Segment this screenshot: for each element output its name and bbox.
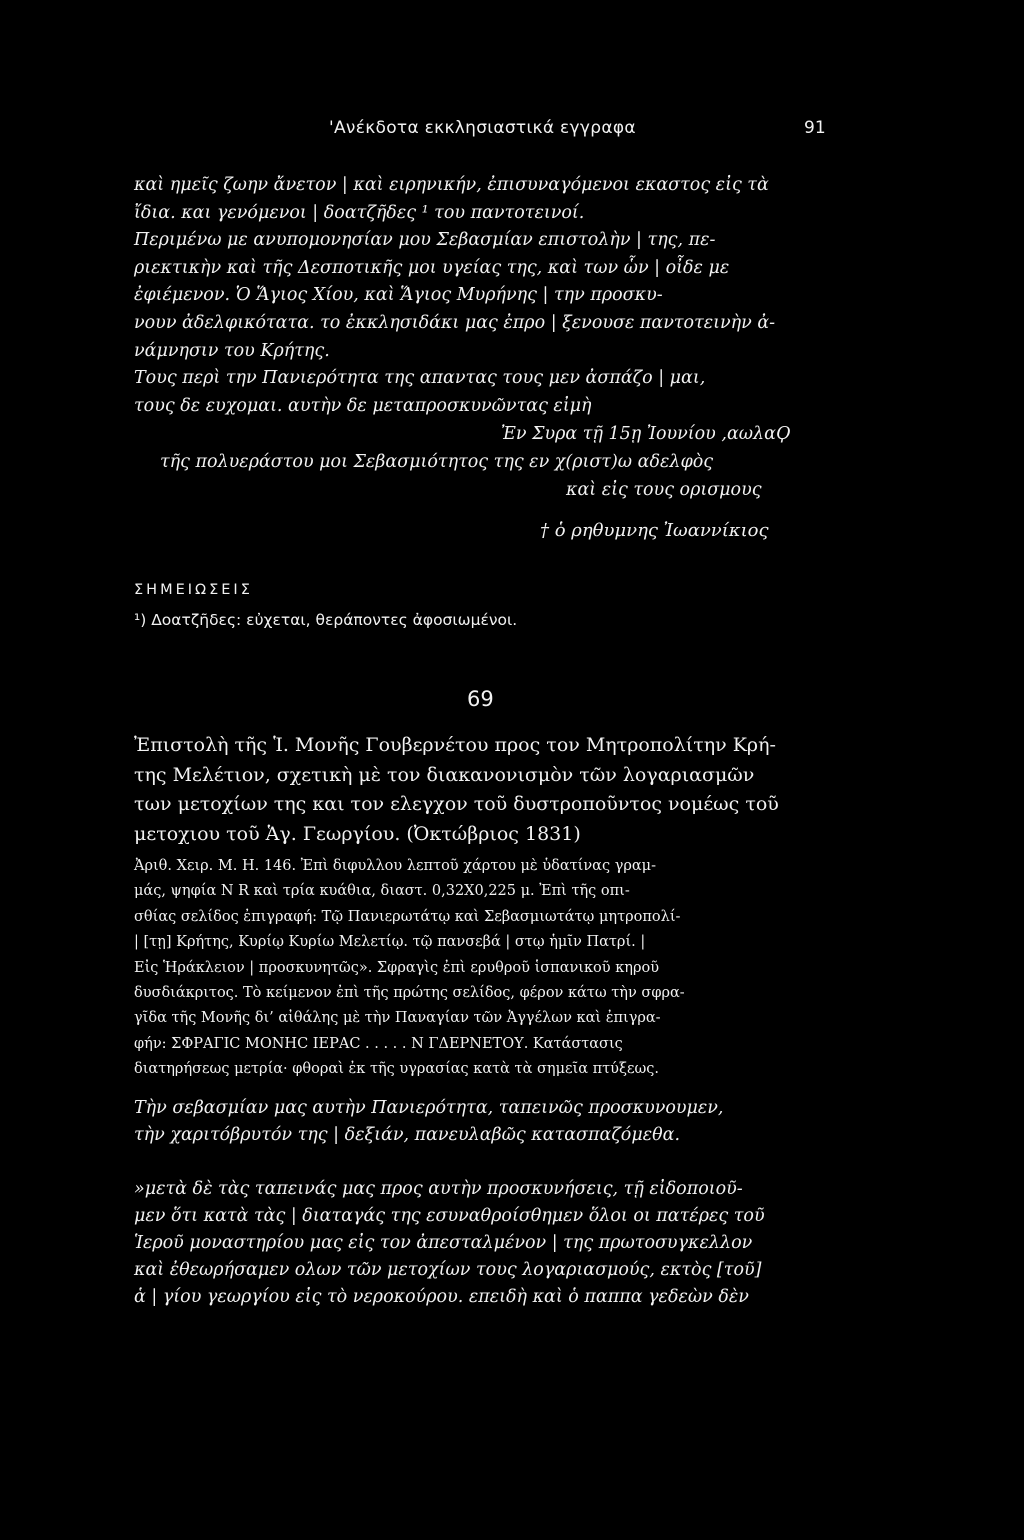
description-line: φήν: ΣΦΡΑΓΙC ΜΟΝΗC ΙΕΡΑC . . . . . Ν ΓΔΕΡΝΕΤΟΥ. Κατάστασις: [134, 1035, 623, 1052]
document-description: [134, 854, 685, 1083]
description-line: Ἀριθ. Χειρ. Μ. Η. 146. Ἐπὶ διφυλλου λεπτοῦ χάρτου μὲ ὑδατίνας γραμ-: [134, 858, 657, 874]
document-text-line: τὴν χαριτόβρυτόν της | δεξιάν, πανευλαβῶς κατασπαζόμεθα.: [134, 1125, 681, 1145]
description-line: σθίας σελίδος ἐπιγραφή: Τῷ Πανιερωτάτῳ καὶ Σεβασμιωτάτῳ μητροπολί-: [134, 908, 681, 925]
document-title-line: μετοχιου τοῦ Ἁγ. Γεωργίου. (Ὀκτώβριος 1831): [134, 822, 581, 845]
description-line: γῖδα τῆς Μονῆς δι’ αἰθάλης μὲ τὴν Παναγίαν τῶν Ἀγγέλων καὶ ἐπιγρα-: [134, 1010, 661, 1027]
document-text-line: »μετὰ δὲ τὰς ταπεινάς μας προς αυτὴν προσκυνήσεις, τῇ εἰδοποιοῦ-: [134, 1179, 743, 1199]
document-text-line: καὶ ἐθεωρήσαμεν ολων τῶν μετοχίων τους λογαριασμούς, εκτὸς [τοῦ]: [134, 1260, 762, 1280]
letter-line: τους δε ευχομαι. αυτὴν δε μεταπροσκυνῶντας εἰμὴ: [134, 395, 592, 416]
document-text-line: Ἱεροῦ μοναστηρίου μας εἰς τον ἀπεσταλμένον | της πρωτοσυγκελλον: [134, 1233, 753, 1253]
letter-signature: † ὁ ρηθυμνης Ἰωαννίκιος: [540, 520, 769, 541]
letter-text: [134, 172, 824, 420]
description-line: | [τῃ] Κρήτης, Κυρίῳ Κυρίω Μελετίῳ. τῷ πανσεβά | στῳ ἡμῖν Πατρί. |: [134, 934, 646, 951]
letter-line: νάμνησιν του Κρήτης.: [134, 340, 330, 361]
letter-line: ἐφιέμενον. Ὁ Ἅγιος Χίου, καὶ Ἅγιος Μυρήνης | την προσκυ-: [134, 285, 663, 306]
description-line: Εἰς Ἡράκλειον | προσκυνητῶς». Σφραγὶς ἐπὶ ερυθροῦ ἱσπανικοῦ κηροῦ: [134, 959, 660, 976]
description-line: δυσδιάκριτος. Τὸ κείμενον ἐπὶ τῆς πρώτης σελίδος, φέρον κάτω τὴν σφρα-: [134, 984, 685, 1001]
notes-heading: ΣΗΜΕΙΩΣΕΙΣ: [134, 582, 253, 598]
footnote: ¹) Δοατζῆδες: εὐχεται, θεράποντες ἀφοσιωμένοι.: [134, 611, 518, 629]
letter-line: καὶ ημεῖς ζωην ἄνετον | καὶ ειρηνικήν, ἐπισυναγόμενοι εκαστος εἰς τὰ: [134, 175, 769, 195]
document-title-line: των μετοχίων της και τον ελεγχον τοῦ δυστροποῦντος νομέως τοῦ: [134, 793, 779, 815]
document-text-line: [134, 1149, 765, 1176]
document-title-line: της Μελέτιον, σχετικὴ μὲ τον διακανονισμὸν τῶν λογαριασμῶν: [134, 763, 755, 786]
document-text-line: ἁ | γίου γεωργίου εἰς τὸ νεροκούρου. επειδὴ καὶ ὁ παππα γεδεὼν δὲν: [134, 1287, 749, 1307]
document-text-line: μεν ὅτι κατὰ τὰς | διαταγάς της εσυναθροίσθημεν ὅλοι οι πατέρες τοῦ: [134, 1206, 765, 1226]
document-title: [134, 731, 779, 849]
letter-line: τῆς πολυεράστου μοι Σεβασμιότητος της εν χ(ριστ)ω αδελφὸς: [160, 452, 714, 472]
letter-line: Τους περὶ την Πανιερότητα της απαντας τους μεν ἀσπάζο | μαι,: [134, 368, 706, 389]
letter-line: ἴδια. και γενόμενοι | δοατζῆδες ¹ του παντοτεινοί.: [134, 202, 585, 223]
description-line: μάς, ψηφία N R καὶ τρία κυάθια, διαστ. 0,32X0,225 μ. Ἐπὶ τῆς οπι-: [134, 883, 630, 900]
letter-line: Περιμένω με ανυπομονησίαν μου Σεβασμίαν επιστολὴν | της, πε-: [134, 230, 716, 251]
letter-closing: καὶ εἰς τους ορισμους: [566, 480, 762, 500]
letter-date-line: Ἐν Συρα τῇ 15ῃ Ἰουνίου ,αωλαϘ: [501, 424, 791, 444]
document-text: [134, 1095, 765, 1311]
description-line: διατηρήσεως μετρία· φθοραὶ ἐκ τῆς υγρασίας κατὰ τὰ σημεῖα πτύξεως.: [134, 1061, 660, 1078]
page-number: 91: [804, 118, 826, 138]
letter-line: νουν ἀδελφικότατα. το ἐκκλησιδάκι μας ἐπρο | ξενουσε παντοτεινὴν ἀ-: [134, 312, 776, 333]
letter-line: ριεκτικὴν καὶ τῆς Δεσποτικῆς μοι υγείας της, καὶ των ὧν | οἶδε με: [134, 257, 730, 278]
running-header-title: 'Ανέκδοτα εκκλησιαστικά εγγραφα: [329, 118, 636, 138]
document-number: 69: [467, 687, 494, 711]
document-title-line: Ἐπιστολὴ τῆς Ἱ. Μονῆς Γουβερνέτου προς τον Μητροπολίτην Κρή-: [134, 734, 776, 756]
document-text-line: Τὴν σεβασμίαν μας αυτὴν Πανιερότητα, ταπεινῶς προσκυνουμεν,: [134, 1098, 724, 1118]
